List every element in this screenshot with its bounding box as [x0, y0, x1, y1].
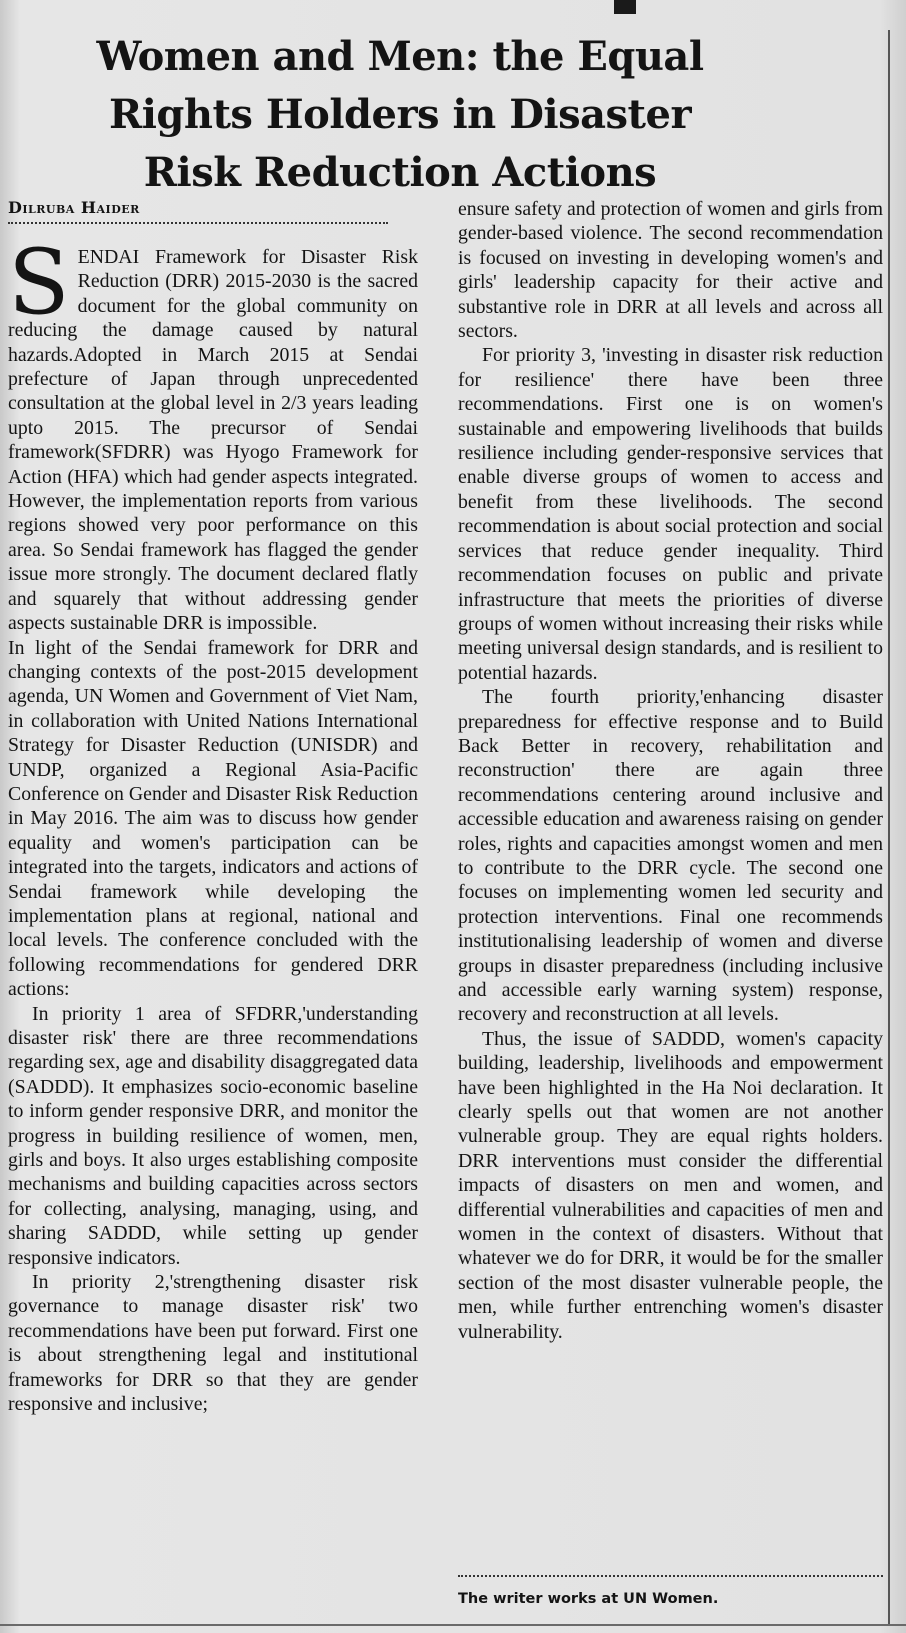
writer-footnote: The writer works at UN Women. [458, 1591, 719, 1607]
footnote-dotted-rule [458, 1575, 883, 1577]
column-rule-right [888, 30, 890, 1625]
paragraph-priority-3: For priority 3, 'investing in disaster risk reduction for resilience' there have been three recommendations. First one is on women's sustainable and empowering livelihoods that builds resilience including gender-responsive services that enable diverse groups of women to access and benefit from these livelihoods. The second recommendation is about social protection and social services that reduce gender inequality. Third recommendation focuses on public and private infrastructure that meets the priorities of diverse groups of women without increasing their risks while meeting universal design standards, and is resilient to potential hazards. [458, 344, 883, 684]
headline-line-2: Rights Holders in Disaster [108, 91, 692, 138]
paragraph-priority-4: The fourth priority,'enhancing disaster preparedness for effective response and to Build Back Better in recovery, rehabilitation and reconstruction' there are again three recommendations centering around inclusive and accessible education and awareness raising on gender roles, rights and capacities amongst women and men to contribute to the DRR cycle. The second one focuses on implementing women led security and protection interventions. Final one recommends institutionalising leadership of women and diverse groups in disaster preparedness (including inclusive and accessible early warning system) response, recovery and reconstruction at all levels. [458, 686, 883, 1026]
page-rule-bottom [0, 1624, 906, 1626]
paragraph-priority-1: In priority 1 area of SFDRR,'understanding disaster risk' there are three recommendations regarding sex, age and disability disaggregated data (SADDD). It emphasizes socio-economic baseline to inform gender responsive DRR, and monitor the progress in building resilience of women, men, girls and boys. It also urges establishing composite mechanisms and building capacities across sectors for collecting, analysing, managing, using, and sharing SADDD, while setting up gender responsive indicators. [8, 1002, 418, 1269]
paragraph-2: In light of the Sendai framework for DRR and changing contexts of the post-2015 development agenda, UN Women and Government of Viet Nam, in collaboration with United Nations International Strategy for Disaster Reduction (UNISDR) and UNDP, organized a Regional Asia-Pacific Conference on Gender and Disaster Risk Reduction in May 2016. The aim was to discuss how gender equality and women's participation can be integrated into the targets, indicators and actions of Sendai framework while developing the implementation plans at regional, national and local levels. The conference concluded with the following recommendations for gendered DRR actions: [8, 636, 418, 1001]
paragraph-conclusion: Thus, the issue of SADDD, women's capacity building, leadership, livelihoods and empowerment have been highlighted in the Ha Noi declaration. It clearly spells out that women are not another vulnerable group. They are equal rights holders. DRR interventions must consider the differential impacts of disasters on men and women, and differential vulnerabilities and capacities of men and women in the context of disasters. Without that whatever we do for DRR, it would be for the smaller section of the most disaster vulnerable people, the men, while further entrenching women's disaster vulnerability. [458, 1027, 883, 1343]
column-right [458, 197, 883, 1344]
headline [60, 28, 740, 202]
headline-line-1: Women and Men: the Equal [96, 33, 704, 80]
byline: Dilruba Haider [8, 198, 140, 217]
paragraph-continued: ensure safety and protection of women and girls from gender-based violence. The second recommendation is focused on investing in developing women's and girls' leadership capacity for their active and substantive role in DRR at all levels and across all sectors. [458, 198, 883, 343]
paragraph-priority-2: In priority 2,'strengthening disaster risk governance to manage disaster risk' two recommendations have been put forward. First one is about strengthening legal and institutional frameworks for DRR so that they are gender responsive and inclusive; [8, 1271, 418, 1416]
column-left [8, 230, 418, 1417]
headline-line-3: Risk Reduction Actions [143, 149, 657, 196]
lead-paragraph [8, 230, 418, 636]
lead-text: ENDAI Framework for Disaster Risk Reduction (DRR) 2015-2030 is the sacred document for the global community on reducing the damage caused by natural hazards.Adopted in March 2015 at Sendai prefecture of Japan through unprecedented consultation at the global level in 2/3 years leading upto 2015. The precursor of Sendai framework(SFDRR) was Hyogo Framework for Action (HFA) which had gender aspects integrated. However, the implementation reports from various regions showed very poor performance on this area. So Sendai framework has flagged the gender issue more strongly. The document declared flatly and squarely that without addressing gender aspects sustainable DRR is impossible. [8, 246, 418, 635]
byline-dotted-rule [8, 222, 388, 224]
drop-cap: S [8, 230, 70, 335]
previous-article-fragment [614, 0, 636, 14]
